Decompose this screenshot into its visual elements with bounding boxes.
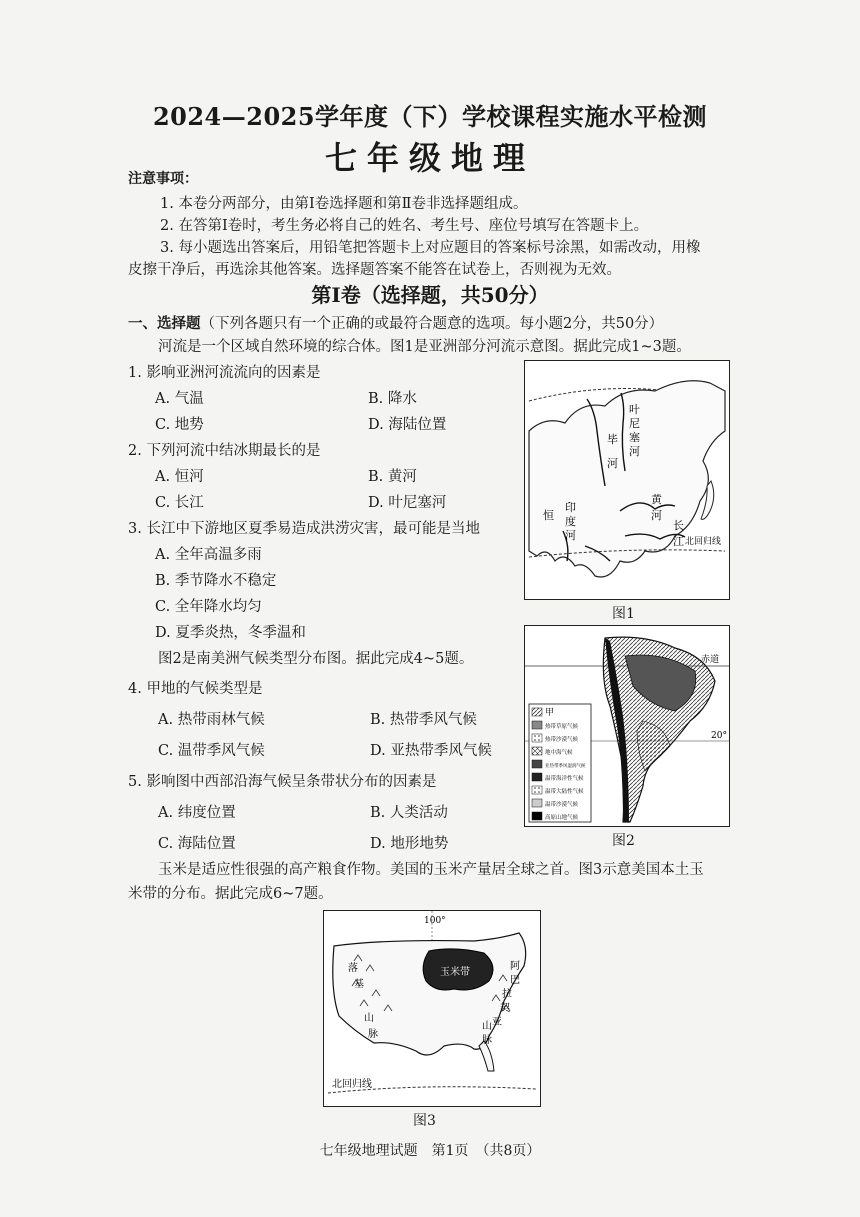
lon-label: 100° xyxy=(424,916,446,926)
option-b: B. 降水 xyxy=(368,391,417,407)
label-du: 度 xyxy=(565,515,576,528)
figure-3-caption: 图3 xyxy=(413,1113,436,1129)
appal-label: 山 xyxy=(482,1021,492,1032)
option-a: A. 恒河 xyxy=(155,469,204,485)
appal-label: 脉 xyxy=(482,1035,492,1046)
figure-1-caption: 图1 xyxy=(612,606,635,622)
option-c: C. 长江 xyxy=(155,495,204,511)
label-ye: 叶 xyxy=(629,403,640,416)
south-america-map-svg xyxy=(525,626,729,826)
page-footer: 七年级地理试题 第1页 （共8页） xyxy=(319,1143,541,1159)
figure-1-asia-rivers-map xyxy=(524,360,730,600)
appal-label: 契 xyxy=(500,1003,510,1014)
option-b: B. 季节降水不稳定 xyxy=(155,573,277,589)
appal-label: 拉 xyxy=(502,989,512,1000)
intro-text: 米带的分布。据此完成6~7题。 xyxy=(128,886,333,902)
legend-label: 甲 xyxy=(545,708,555,718)
option-a: A. 纬度位置 xyxy=(158,805,236,821)
legend-label: 温带沙漠气候 xyxy=(545,802,579,808)
corn-belt-label: 玉米带 xyxy=(440,967,470,978)
section-heading xyxy=(128,312,663,333)
notice-item: 1. 本卷分两部分，由第Ⅰ卷选择题和第Ⅱ卷非选择题组成。 xyxy=(160,196,528,212)
figure-2-south-america-map xyxy=(524,625,730,827)
question-stem: 5. 影响图中西部沿海气候呈条带状分布的因素是 xyxy=(128,774,437,790)
legend-label: 地中海气候 xyxy=(545,750,573,756)
section-heading-rest: （下列各题只有一个正确的或最符合题意的选项。每小题2分，共50分） xyxy=(200,316,664,332)
appal-label: 亚 xyxy=(492,1017,502,1028)
appal-label: 巴 xyxy=(510,975,520,986)
option-a: A. 全年高温多雨 xyxy=(155,547,262,563)
legend-label: 亚热带季风湿润气候 xyxy=(545,764,586,769)
exam-title: 2024—2025学年度（下）学校课程实施水平检测 xyxy=(152,102,708,131)
label-he: 河 xyxy=(565,529,576,542)
asia-map-svg xyxy=(525,361,729,599)
option-c: C. 全年降水均匀 xyxy=(155,599,262,615)
legend-label: 热带沙漠气候 xyxy=(545,737,579,743)
option-c: C. 海陆位置 xyxy=(158,836,236,852)
label-yin: 印 xyxy=(565,501,576,514)
option-b: B. 黄河 xyxy=(368,469,417,485)
label-he: 河 xyxy=(651,509,662,522)
notice-heading: 注意事项： xyxy=(128,171,198,187)
figure-3-us-corn-belt-map xyxy=(323,910,541,1107)
question-stem: 1. 影响亚洲河流流向的因素是 xyxy=(128,365,321,381)
asia-coastline xyxy=(529,381,725,577)
label-jiang: 江 xyxy=(673,535,684,548)
label-tropic: 北回归线 xyxy=(685,537,722,547)
option-d: D. 夏季炎热，冬季温和 xyxy=(155,625,306,641)
option-b: B. 热带季风气候 xyxy=(370,712,477,728)
section-heading-bold: 一、选择题 xyxy=(128,315,201,332)
notice-item: 皮擦干净后，再选涂其他答案。选择题答案不能答在试卷上，否则视为无效。 xyxy=(128,262,621,278)
exam-subject: 七年级地理 xyxy=(324,139,535,177)
rockies-label: 脉 xyxy=(368,1029,378,1040)
legend-label: 热带草原气候 xyxy=(545,724,579,730)
label-he: 河 xyxy=(607,457,618,470)
intro-text: 河流是一个区域自然环境的综合体。图1是亚洲部分河流示意图。据此完成1~3题。 xyxy=(158,339,691,355)
figure-2-caption: 图2 xyxy=(612,833,635,849)
option-b: B. 人类活动 xyxy=(370,805,448,821)
equator-label: 赤道 xyxy=(701,655,720,665)
notice-item: 2. 在答第Ⅰ卷时，考生务必将自己的姓名、考生号、座位号填写在答题卡上。 xyxy=(160,218,649,234)
legend-label: 温带大陆性气候 xyxy=(545,789,584,795)
rockies-label: 山 xyxy=(364,1013,374,1024)
legend-label: 温带海洋性气候 xyxy=(545,776,584,782)
intro-text: 图2是南美洲气候类型分布图。据此完成4~5题。 xyxy=(158,651,474,667)
label-heng: 恒 xyxy=(543,509,554,522)
option-d: D. 叶尼塞河 xyxy=(368,495,447,511)
option-c: C. 地势 xyxy=(155,417,204,433)
option-a: A. 热带雨林气候 xyxy=(158,712,265,728)
question-stem: 4. 甲地的气候类型是 xyxy=(128,681,263,697)
option-c: C. 温带季风气候 xyxy=(158,743,265,759)
label-ni: 尼 xyxy=(629,417,640,430)
rockies-label: 基 xyxy=(354,979,364,990)
label-chang: 长 xyxy=(673,519,684,532)
legend-label: 高原山地气候 xyxy=(545,815,579,821)
us-map-svg xyxy=(324,911,540,1106)
appal-label: 阿 xyxy=(510,961,520,972)
section-title: 第Ⅰ卷（选择题，共50分） xyxy=(311,283,549,307)
question-stem: 3. 长江中下游地区夏季易造成洪涝灾害，最可能是当地 xyxy=(128,521,480,537)
tropic-label: 北回归线 xyxy=(332,1079,372,1090)
label-sai: 塞 xyxy=(629,431,640,444)
option-d: D. 亚热带季风气候 xyxy=(370,743,492,759)
rockies-label: 落 xyxy=(348,963,358,974)
notice-item: 3. 每小题选出答案后，用铅笔把答题卡上对应题目的答案标号涂黑，如需改动，用橡 xyxy=(160,240,701,256)
lat-label: 20° xyxy=(711,731,727,741)
label-he: 河 xyxy=(629,445,640,458)
option-d: D. 地形地势 xyxy=(370,836,449,852)
question-stem: 2. 下列河流中结冰期最长的是 xyxy=(128,443,321,459)
option-a: A. 气温 xyxy=(155,391,204,407)
label-bi: 毕 xyxy=(607,433,618,446)
label-huang: 黄 xyxy=(651,493,662,506)
option-d: D. 海陆位置 xyxy=(368,417,447,433)
intro-text: 玉米是适应性很强的高产粮食作物。美国的玉米产量居全球之首。图3示意美国本土玉 xyxy=(158,862,704,878)
